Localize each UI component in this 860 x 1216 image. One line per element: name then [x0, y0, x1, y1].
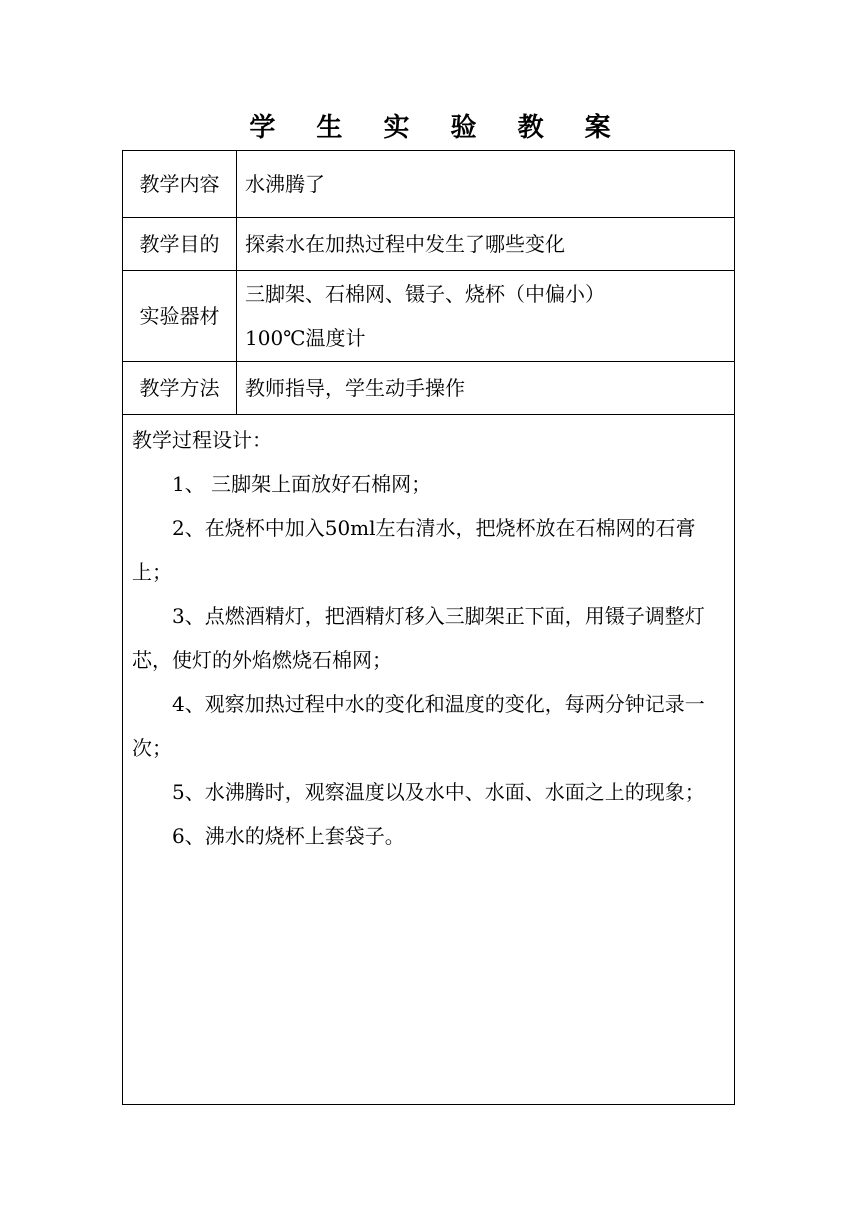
table-row [123, 415, 735, 1105]
process-step: 5、水沸腾时，观察温度以及水中、水面、水面之上的现象； [172, 780, 705, 804]
method-label: 教学方法 [123, 362, 237, 415]
content-label: 教学内容 [123, 151, 237, 218]
goal-label: 教学目的 [123, 218, 237, 271]
equipment-value [237, 271, 735, 362]
table-row [123, 362, 735, 415]
process-heading: 教学过程设计： [132, 428, 272, 452]
equipment-line: 三脚架、石棉网、镊子、烧杯（中偏小） [245, 282, 605, 306]
table-row [123, 271, 735, 362]
step-list [132, 462, 726, 858]
goal-value: 探索水在加热过程中发生了哪些变化 [237, 218, 735, 271]
equipment-label: 实验器材 [123, 271, 237, 362]
lesson-plan-table [122, 150, 735, 1105]
process-cell [123, 415, 735, 1105]
method-value: 教师指导，学生动手操作 [237, 362, 735, 415]
process-step: 2、在烧杯中加入50ml左右清水，把烧杯放在石棉网的石膏上； [132, 516, 696, 584]
content-value: 水沸腾了 [237, 151, 735, 218]
process-step: 1、 三脚架上面放好石棉网； [172, 472, 432, 496]
table-row [123, 151, 735, 218]
process-step: 6、沸水的烧杯上套袋子。 [172, 824, 405, 848]
page-title: 学 生 实 验 教 案 [249, 113, 627, 143]
table-row [123, 218, 735, 271]
equipment-line: 100℃温度计 [245, 326, 366, 350]
process-step: 3、点燃酒精灯，把酒精灯移入三脚架正下面，用镊子调整灯芯，使灯的外焰燃烧石棉网； [132, 604, 705, 672]
process-step: 4、观察加热过程中水的变化和温度的变化，每两分钟记录一次； [132, 692, 705, 760]
